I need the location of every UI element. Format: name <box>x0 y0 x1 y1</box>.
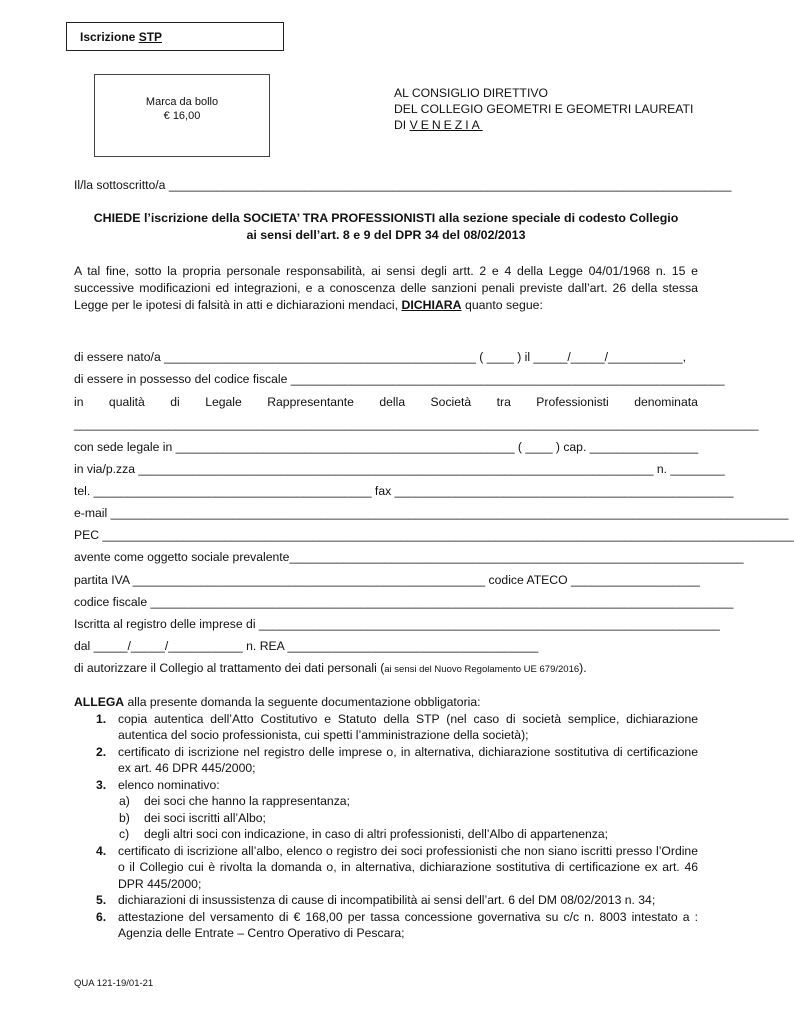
role-word: Rappresentante <box>267 395 354 409</box>
list-item <box>74 892 698 909</box>
sub-list-item <box>74 826 698 843</box>
rea-field[interactable]: dal _____/_____/___________ n. REA _____________________________________ <box>74 639 539 653</box>
role-line <box>74 395 698 410</box>
list-item-number: 4. <box>96 843 107 858</box>
list-item-text: dichiarazioni di insussistenza di cause di incompatibilità ai sensi dell’art. 6 del DM 08/02/2013 n. 34; <box>118 893 656 907</box>
sub-list-letter: c) <box>119 827 130 841</box>
form-title-box <box>66 22 284 51</box>
attachments-section <box>74 694 698 942</box>
sub-list-text: degli altri soci con indicazione, in caso di altri professionisti, dell’Albo di appartenenza; <box>144 827 609 841</box>
declaration-tail: quanto segue: <box>461 298 543 312</box>
recipient-address <box>394 85 693 133</box>
stamp-amount: € 16,00 <box>163 110 201 122</box>
birth-field[interactable]: di essere nato/a ______________________________________________ ( ____ ) il _____/_____/___________, <box>74 350 686 364</box>
request-line-2: ai sensi dell’art. 8 e 9 del DPR 34 del 08/02/2013 <box>246 228 526 242</box>
list-item-number: 6. <box>96 909 107 924</box>
list-item <box>74 843 698 893</box>
declaration-paragraph <box>74 263 698 314</box>
role-word: tra <box>496 395 511 409</box>
sub-list-item <box>74 793 698 810</box>
sub-list-text: dei soci che hanno la rappresentanza; <box>144 794 350 808</box>
list-item-text: certificato di iscrizione nel registro delle imprese o, in alternativa, dichiarazione sostitutiva di certificazione ex art. 46 DPR 445/2000; <box>118 744 698 775</box>
street-field[interactable]: in via/p.zza ____________________________________________________________________________ n. ________ <box>74 462 725 476</box>
request-heading <box>74 210 698 244</box>
fiscal-code-field[interactable]: codice fiscale ______________________________________________________________________________________ <box>74 595 734 609</box>
sub-list-text: dei soci iscritti all’Albo; <box>144 810 266 825</box>
form-title <box>80 30 162 44</box>
list-item <box>74 744 698 777</box>
role-word: di <box>170 395 180 409</box>
list-item <box>74 777 698 794</box>
request-line-1: CHIEDE l’iscrizione della SOCIETA’ TRA PROFESSIONISTI alla sezione speciale di codesto Collegio <box>93 211 679 225</box>
attachments-lead <box>74 694 698 711</box>
declaration-keyword: DICHIARA <box>401 298 462 312</box>
role-word: qualità <box>108 395 145 409</box>
role-word: Professionisti <box>536 395 609 409</box>
attachments-keyword: ALLEGA <box>74 695 125 709</box>
form-title-prefix: Iscrizione <box>80 30 139 44</box>
list-item-number: 2. <box>96 744 107 759</box>
list-item-text: certificato di iscrizione all’albo, elenco o registro dei soci professionisti che non siano iscritti presso l’Ordine o il Collegio cui è rivolta la domanda o, in alternativa, dichiarazione sostitutiva di certificazione ex art. 46 DPR 445/2000; <box>118 843 698 891</box>
tel-fax-field[interactable]: tel. _________________________________________ fax __________________________________________________ <box>74 484 734 498</box>
legal-seat-field[interactable]: con sede legale in __________________________________________________ ( ____ ) cap. ________________ <box>74 440 699 454</box>
form-title-stp: STP <box>138 30 163 44</box>
vat-ateco-field[interactable]: partita IVA ____________________________________________________ codice ATECO ___________________ <box>74 573 700 587</box>
role-word: denominata <box>634 395 698 409</box>
declaration-text: A tal fine, sotto la propria personale responsabilità, ai sensi degli artt. 2 e 4 della Legge 04/01/1968 n. 15 e successive modificazioni ed integrazioni, e a conoscenza delle sanzioni penali previste dall’art. 26 della stessa Legge per le ipotesi di falsità in atti e dichiarazioni mendaci, <box>74 264 698 312</box>
privacy-end: ). <box>579 661 587 675</box>
list-item-text: elenco nominativo: <box>118 777 220 792</box>
attachments-intro: alla presente domanda la seguente documentazione obbligatoria: <box>124 695 481 709</box>
privacy-text: di autorizzare il Collegio al trattamento dei dati personali ( <box>74 661 385 675</box>
tax-code-field[interactable]: di essere in possesso del codice fiscale ________________________________________________________________ <box>74 372 725 386</box>
recipient-line-2: DEL COLLEGIO GEOMETRI E GEOMETRI LAUREATI <box>394 102 694 116</box>
list-item-number: 1. <box>96 711 107 726</box>
list-item-text: attestazione del versamento di € 168,00 per tassa concessione governativa su c/c n. 8003 intestato a : Agenzia delle Entrate – Centro Operativo di Pescara; <box>118 909 698 940</box>
list-item-number: 3. <box>96 777 107 792</box>
privacy-consent <box>74 661 698 677</box>
stamp-label: Marca da bollo <box>145 96 219 108</box>
pec-field[interactable]: PEC ______________________________________________________________________________________________________ <box>74 528 794 542</box>
list-item <box>74 711 698 744</box>
list-item-text: copia autentica dell’Atto Costitutivo e Statuto della STP (nel caso di società semplice, dichiarazione autentica del socio professionista, cui spetti l’amministrazione della società); <box>118 711 698 742</box>
list-item <box>74 909 698 942</box>
role-word: in <box>74 395 84 409</box>
email-field[interactable]: e-mail ____________________________________________________________________________________________________ <box>74 506 789 520</box>
undersigned-field[interactable]: Il/la sottoscritto/a ___________________________________________________________________________________ <box>74 178 732 192</box>
sub-list-letter: b) <box>119 810 130 825</box>
sub-list-item <box>74 810 698 827</box>
recipient-prefix: DI <box>394 118 410 132</box>
business-object-field[interactable]: avente come oggetto sociale prevalente___________________________________________________________________ <box>74 550 744 564</box>
role-word: Società <box>430 395 472 409</box>
recipient-line-3 <box>394 117 693 133</box>
recipient-city: VENEZIA <box>409 118 483 132</box>
recipient-line-1: AL CONSIGLIO DIRETTIVO <box>394 86 548 100</box>
list-item-number: 5. <box>96 893 107 907</box>
company-name-field[interactable]: _____________________________________________________________________________________________________ <box>74 417 759 431</box>
revenue-stamp-box <box>94 74 270 157</box>
registry-field[interactable]: Iscritta al registro delle imprese di ____________________________________________________________________ <box>74 617 720 631</box>
role-word: Legale <box>205 395 242 409</box>
document-code: QUA 121-19/01-21 <box>74 978 154 989</box>
role-word: della <box>379 395 406 409</box>
privacy-regulation: ai sensi del Nuovo Regolamento UE 679/2016 <box>384 664 580 675</box>
sub-list-letter: a) <box>119 794 130 808</box>
